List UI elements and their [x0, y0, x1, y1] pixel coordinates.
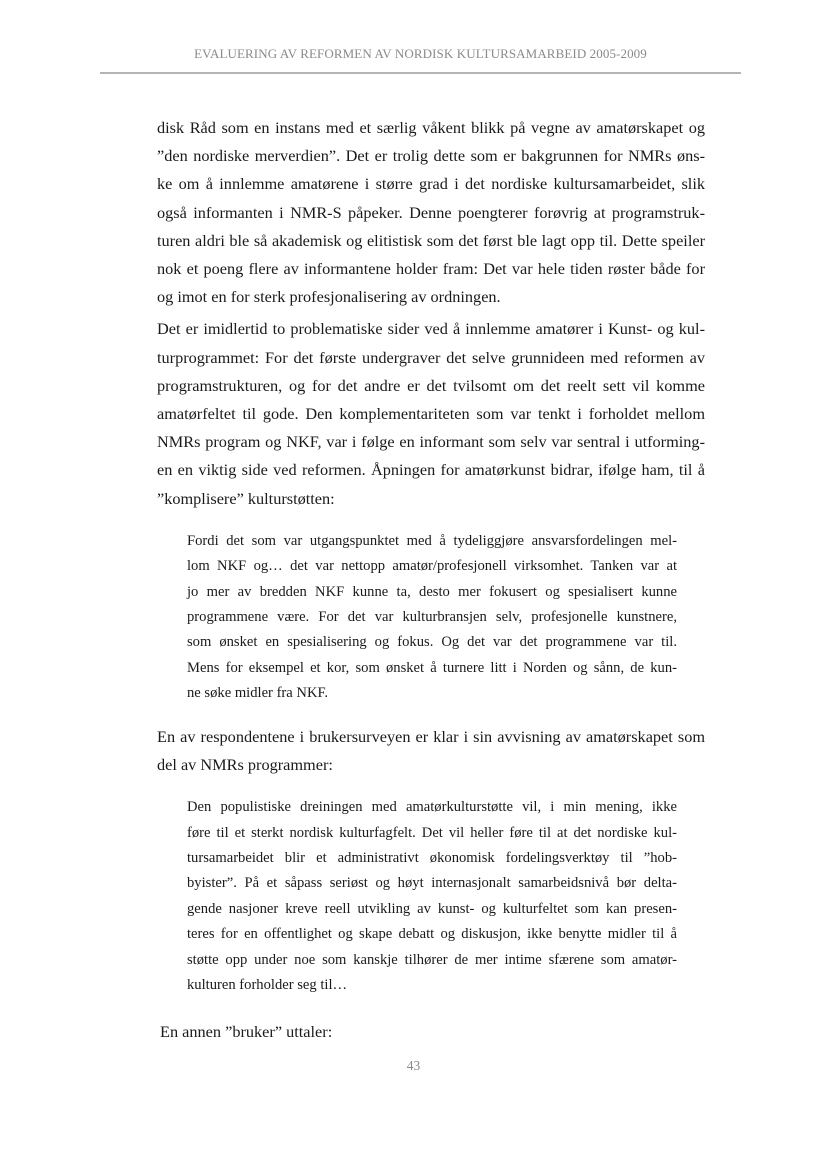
quote-line: programmene være. For det var kulturbransjen selv, profesjonelle kunstnere, [187, 609, 677, 626]
quote-line: støtte opp under noe som kanskje tilhører de mer intime sfærene som amatør- [187, 951, 677, 968]
paragraph-1 [157, 114, 705, 311]
text-line: En annen ”bruker” uttaler: [160, 1022, 333, 1042]
quote-line: jo mer av bredden NKF kunne ta, desto mer fokusert og spesialisert kunne [187, 583, 677, 600]
text-line: programstrukturen, og for det andre er det tvilsomt om det reelt sett vil komme [157, 375, 705, 395]
text-line: ke om å innlemme amatørene i større grad i det nordiske kultursamarbeidet, slik [157, 174, 705, 194]
quote-line: lom NKF og… det var nettopp amatør/profesjonell virksomhet. Tanken var at [187, 558, 677, 575]
text-line: også informanten i NMR-S påpeker. Denne poengterer forøvrig at programstruk- [157, 202, 705, 222]
text-line: disk Råd som en instans med et særlig våkent blikk på vegne av amatørskapet og [157, 118, 705, 137]
quote-line: teres for en offentlighet og skape debatt og diskusjon, ikke benytte midler til å [187, 926, 677, 943]
text-line: en en viktig side ved reformen. Åpningen for amatørkunst bidrar, ifølge ham, til å [157, 460, 705, 480]
body-text [157, 114, 705, 1047]
quote-line: Fordi det som var utgangspunktet med å tydeliggjøre ansvarsfordelingen mel- [187, 532, 677, 549]
paragraph-4 [157, 1018, 705, 1046]
paragraph-2 [157, 315, 705, 512]
quote-line: gende nasjoner kreve reell utvikling av kunst- og kulturfeltet som kan presen- [187, 900, 677, 917]
quote-line: som ønsket en spesialisering og fokus. Og det var det programmene var til. [187, 634, 677, 651]
text-line: ”den nordiske merverdien”. Det er trolig dette som er bakgrunnen for NMRs øns- [157, 146, 705, 166]
text-line: En av respondentene i brukersurveyen er klar i sin avvisning av amatørskapet som [157, 726, 705, 746]
text-line: turen aldri ble så akademisk og elitistisk som det først ble lagt opp til. Dette speiler [157, 230, 705, 250]
text-line: amatørfeltet til gode. Den komplementariteten som var tenkt i forholdet mellom [157, 404, 705, 424]
text-line: og imot en for sterk profesjonalisering av ordningen. [157, 287, 501, 307]
text-line: NMRs program og NKF, var i følge en informant som selv var sentral i utforming- [157, 432, 705, 452]
page-header: EVALUERING AV REFORMEN AV NORDISK KULTURSAMARBEID 2005-2009 [194, 46, 647, 61]
quote-line: tursamarbeidet blir et administrativt økonomisk fordelingsverktøy til ”hob- [187, 849, 677, 866]
quote-line: kulturen forholder seg til… [187, 976, 348, 993]
page-number: 43 [406, 1058, 421, 1073]
quote-line: byister”. På et såpass seriøst og høyt internasjonalt samarbeidsnivå bør delta- [187, 875, 677, 892]
text-line: del av NMRs programmer: [157, 754, 333, 774]
quote-line: ne søke midler fra NKF. [187, 685, 329, 702]
text-line: turprogrammet: For det første undergraver det selve grunnideen med reformen av [157, 347, 705, 367]
block-quote-1 [157, 529, 705, 707]
block-quote-2 [157, 795, 705, 998]
quote-line: føre til et sterkt nordisk kulturfagfelt. Det vil heller føre til at det nordiske kul- [187, 824, 677, 841]
text-line: Det er imidlertid to problematiske sider ved å innlemme amatører i Kunst- og kul- [157, 319, 705, 339]
text-line: ”komplisere” kulturstøtten: [157, 488, 335, 508]
header-rule [100, 72, 741, 74]
text-line: nok et poeng flere av informantene holder fram: Det var hele tiden røster både for [157, 259, 705, 279]
quote-line: Mens for eksempel et kor, som ønsket å turnere litt i Norden og sånn, de kun- [187, 659, 677, 676]
paragraph-3 [157, 723, 705, 779]
quote-line: Den populistiske dreiningen med amatørkulturstøtte vil, i min mening, ikke [187, 799, 677, 816]
